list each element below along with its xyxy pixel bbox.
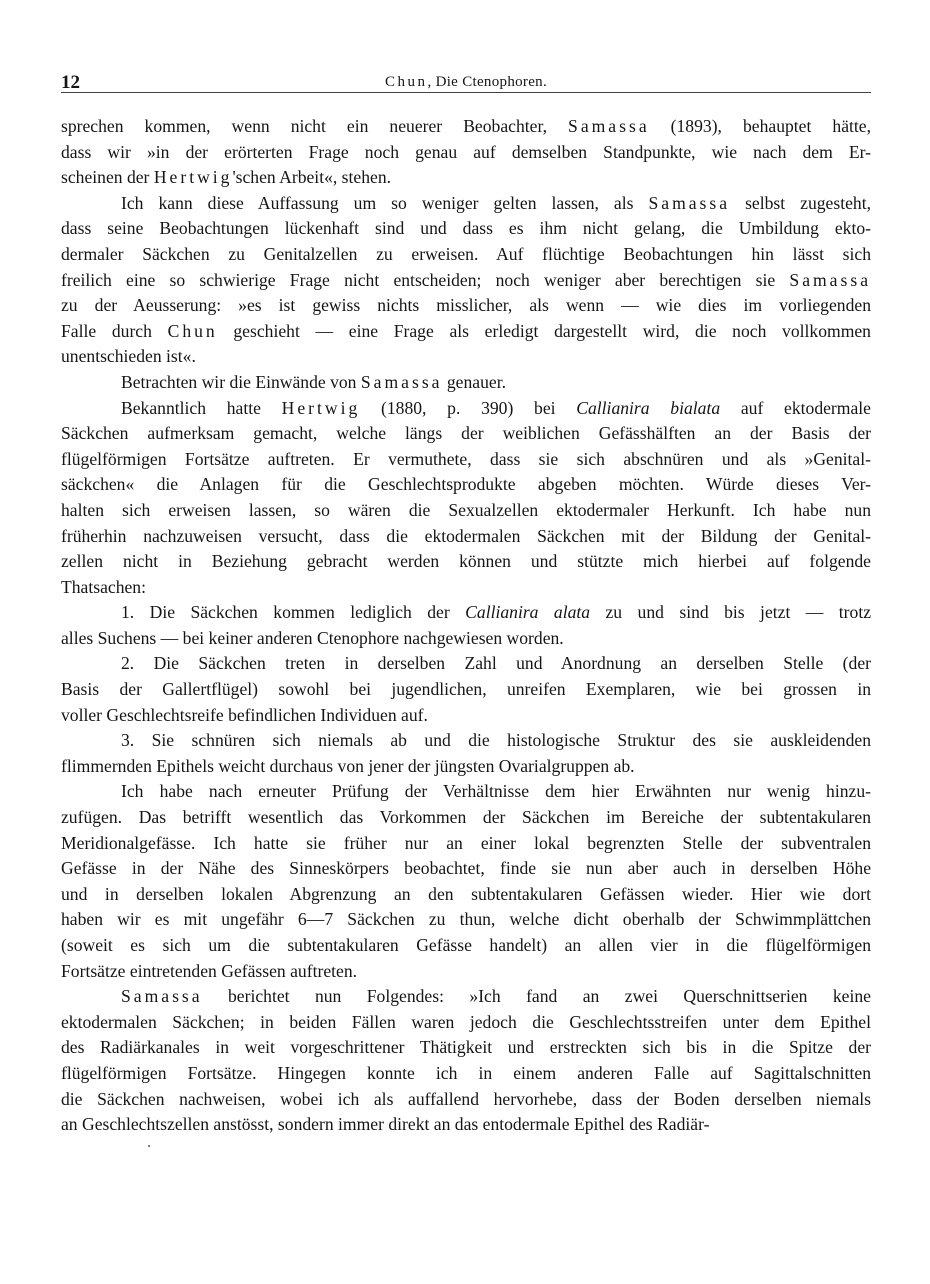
text-run: geschieht — eine Frage als erledigt dargestellt wird, die noch vollkommen	[217, 320, 871, 341]
text-line	[61, 575, 871, 601]
text-line	[61, 703, 871, 729]
spaced-name: Samassa	[121, 986, 203, 1007]
body-text	[61, 114, 871, 1138]
text-run: halten sich erweisen lassen, so wären die Sexualzellen ektodermaler Herkunft. Ich habe nun	[61, 499, 871, 520]
text-run: des Radiärkanales in weit vorgeschrittener Thätigkeit und erstreckten sich bis in die Spitze der	[61, 1037, 871, 1058]
spaced-name: Samassa	[360, 371, 443, 392]
text-line	[61, 1010, 871, 1036]
text-run: (1880, p. 390) bei	[360, 397, 577, 418]
text-run: berichtet nun Folgendes: »Ich fand an zwei Querschnittserien keine	[202, 986, 871, 1007]
text-line	[61, 600, 871, 626]
book-title: , Die Ctenophoren.	[427, 74, 548, 90]
text-run: selbst zugesteht,	[730, 192, 871, 213]
text-run: scheinen der	[61, 167, 154, 188]
text-line	[61, 498, 871, 524]
text-line	[61, 524, 871, 550]
text-run: dass seine Beobachtungen lückenhaft sind und dass es ihm nicht gelang, die Umbildung ekto-	[61, 218, 871, 239]
text-run: Säckchen aufmerksam gemacht, welche längs der weiblichen Gefässhälften an der Basis der	[61, 423, 871, 444]
text-run: flügelförmigen Fortsätze. Hingegen konnte ich in einem anderen Falle auf Sagittalschnitten	[61, 1062, 871, 1083]
text-run: zu und sind bis jetzt — trotz	[590, 602, 872, 623]
text-line	[61, 191, 871, 217]
text-run: die Säckchen nachweisen, wobei ich als auffallend hervorhebe, dass der Boden derselben niemals	[61, 1088, 871, 1109]
text-run: früherhin nachzuweisen versucht, dass die ektodermalen Säckchen mit der Bildung der Genital-	[61, 525, 871, 546]
text-run: Betrachten wir die Einwände von	[121, 371, 361, 392]
text-line	[61, 882, 871, 908]
text-line	[61, 754, 871, 780]
text-run: 'schen Arbeit«, stehen.	[232, 167, 392, 188]
text-run: und in derselben lokalen Abgrenzung an den subtentakularen Gefässen wieder. Hier wie dort	[61, 883, 871, 904]
text-run: Bekanntlich hatte	[121, 397, 282, 418]
text-run: dermaler Säckchen zu Genitalzellen zu erweisen. Auf flüchtige Beobachtungen hin lässt sich	[61, 243, 871, 264]
text-run: (1893), behauptet hätte,	[649, 116, 871, 136]
text-line	[61, 140, 871, 166]
text-line	[61, 626, 871, 652]
text-run: alles Suchens — bei keiner anderen Ctenophore nachgewiesen worden.	[61, 627, 564, 648]
text-line	[61, 165, 871, 191]
text-run: Meridionalgefässe. Ich hatte sie früher nur an einer lokal begrenzten Stelle der subventralen	[61, 832, 871, 853]
page-number: 12	[61, 72, 80, 93]
text-line	[61, 396, 871, 422]
text-line	[61, 344, 871, 370]
text-run: ektodermalen Säckchen; in beiden Fällen waren jedoch die Geschlechtsstreifen unter dem Epithel	[61, 1011, 871, 1032]
text-run: Ich kann diese Auffassung um so weniger gelten lassen, als	[121, 192, 649, 213]
text-line	[61, 984, 871, 1010]
text-run: an Geschlechtszellen anstösst, sondern immer direkt an das entodermale Epithel des Radiär-	[61, 1114, 710, 1135]
text-run: 3. Sie schnüren sich niemals ab und die histologische Struktur des sie auskleidenden	[121, 730, 871, 751]
text-line	[61, 370, 871, 396]
spaced-name: Hertwig	[153, 167, 233, 188]
text-run: Fortsätze eintretenden Gefässen auftreten.	[61, 960, 358, 981]
text-line	[61, 421, 871, 447]
text-line	[61, 907, 871, 933]
text-line	[61, 319, 871, 345]
text-run: sprechen kommen, wenn nicht ein neuerer Beobachter,	[61, 116, 569, 136]
text-line	[61, 1035, 871, 1061]
text-run: dass wir »in der erörterten Frage noch genau auf demselben Standpunkte, wie nach dem Er-	[61, 141, 871, 162]
text-run: Basis der Gallertflügel) sowohl bei jugendlichen, unreifen Exemplaren, wie bei grossen in	[61, 679, 871, 700]
text-run: voller Geschlechtsreife befindlichen Individuen auf.	[61, 704, 428, 725]
spaced-name: Chun	[167, 320, 218, 341]
text-run: 2. Die Säckchen treten in derselben Zahl und Anordnung an derselben Stelle (der	[121, 653, 871, 674]
spaced-name: Samassa	[568, 116, 650, 136]
text-run: genauer.	[442, 371, 506, 392]
text-line	[61, 268, 871, 294]
text-line	[61, 549, 871, 575]
text-run: auf ektodermale	[720, 397, 871, 418]
running-header	[61, 70, 871, 93]
text-line	[61, 779, 871, 805]
text-run: zu der Aeusserung: »es ist gewiss nichts misslicher, als wenn — wie dies im vorliegenden	[61, 295, 871, 316]
text-line	[61, 447, 871, 473]
text-line	[61, 933, 871, 959]
text-line	[61, 1112, 871, 1138]
text-line	[61, 1087, 871, 1113]
spaced-name: Samassa	[789, 269, 871, 290]
text-line	[61, 805, 871, 831]
text-line	[61, 242, 871, 268]
text-run: unentschieden ist«.	[61, 346, 196, 367]
running-title	[61, 74, 871, 91]
text-run: Thatsachen:	[61, 576, 146, 597]
spaced-name: Samassa	[648, 192, 731, 213]
text-line	[61, 472, 871, 498]
italic-taxon: Callianira bialata	[576, 397, 721, 418]
text-line	[61, 114, 871, 140]
text-run: zufügen. Das betrifft wesentlich das Vorkommen der Säckchen im Bereiche der subtentakularen	[61, 807, 871, 828]
text-line	[61, 959, 871, 985]
text-line	[61, 651, 871, 677]
text-line	[61, 831, 871, 857]
text-run: flügelförmigen Fortsätze auftreten. Er vermuthete, dass sie sich abschnüren und als »Genital-	[61, 448, 871, 469]
text-run: Falle durch	[61, 320, 168, 341]
text-line	[61, 856, 871, 882]
text-line	[61, 293, 871, 319]
text-run: haben wir es mit ungefähr 6—7 Säckchen zu thun, welche dicht oberhalb der Schwimmplättchen	[61, 909, 871, 930]
text-run: zellen nicht in Beziehung gebracht werden können und stützte mich hierbei auf folgende	[61, 551, 871, 572]
text-run: 1. Die Säckchen kommen lediglich der	[121, 602, 466, 623]
text-run: Ich habe nach erneuter Prüfung der Verhältnisse dem hier Erwähnten nur wenig hinzu-	[121, 781, 871, 802]
text-run: säckchen« die Anlagen für die Geschlechtsprodukte abgeben möchten. Würde dieses Ver-	[61, 474, 871, 495]
text-line	[61, 677, 871, 703]
text-run: Gefässe in der Nähe des Sinneskörpers beobachtet, finde sie nun aber auch in derselben Höhe	[61, 858, 871, 879]
text-run: freilich eine so schwierige Frage nicht entscheiden; noch weniger aber berechtigen sie	[61, 269, 790, 290]
text-run: (soweit es sich um die subtentakularen Gefässe handelt) an allen vier in die flügelförmigen	[61, 935, 871, 955]
text-line	[61, 216, 871, 242]
text-line	[61, 728, 871, 754]
spaced-name: Hertwig	[281, 397, 361, 418]
text-line	[61, 1061, 871, 1087]
text-run: flimmernden Epithels weicht durchaus von jener der jüngsten Ovarialgruppen ab.	[61, 755, 635, 776]
author-name: Chun	[384, 74, 428, 90]
italic-taxon: Callianira alata	[465, 602, 591, 623]
print-speck	[148, 1145, 150, 1147]
